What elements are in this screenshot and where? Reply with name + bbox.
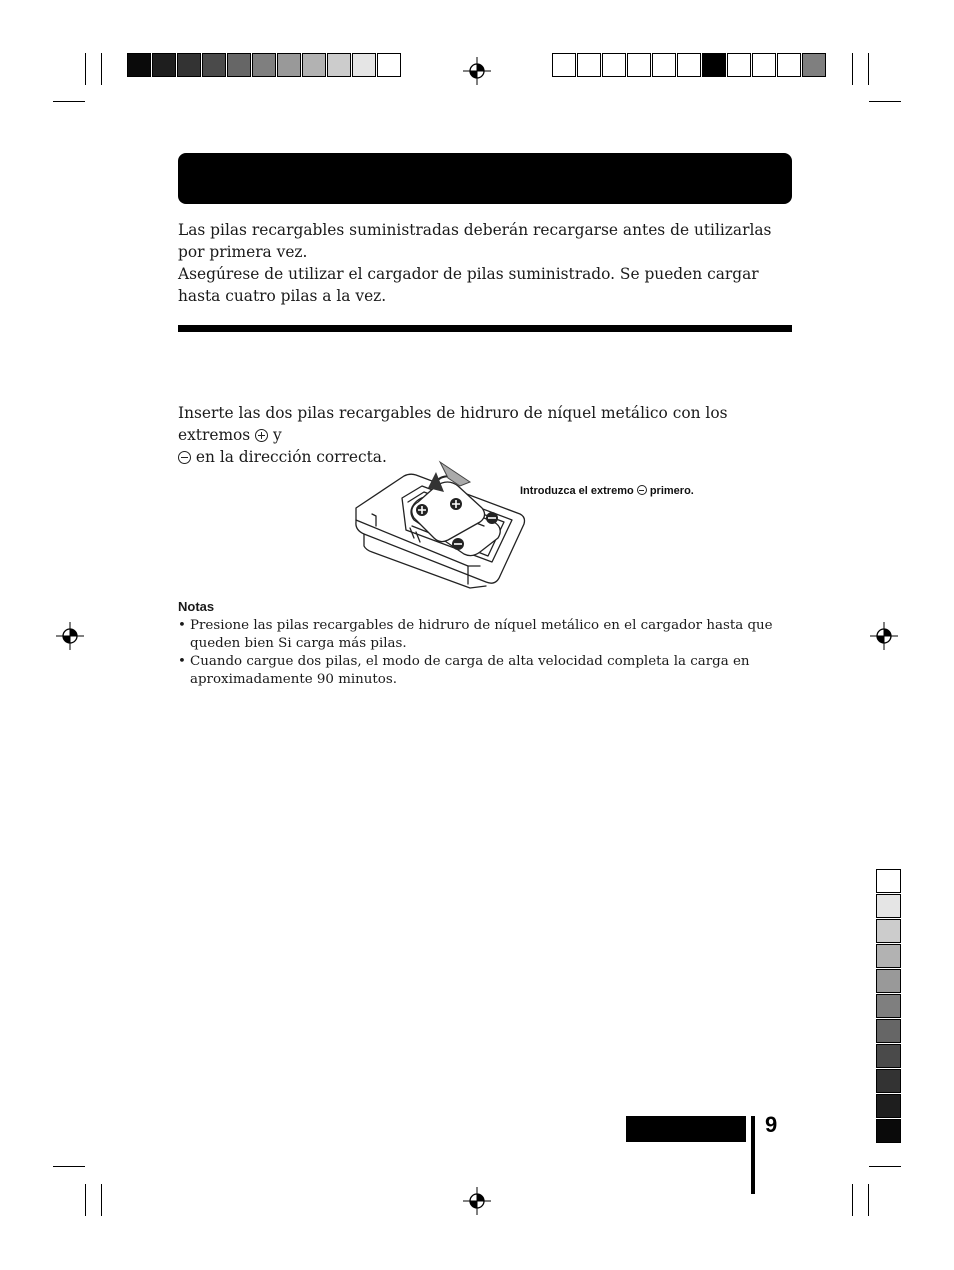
color-swatch [652, 53, 676, 77]
color-swatch [302, 53, 326, 77]
note-item: • Cuando cargue dos pilas, el modo de carga de alta velocidad completa la carga en aproximadamente 90 minutos. [178, 653, 778, 689]
subsection-rule [178, 325, 792, 332]
color-swatch [802, 53, 826, 77]
color-swatch [777, 53, 801, 77]
color-swatch [127, 53, 151, 77]
color-swatch [876, 919, 901, 943]
color-swatch [876, 1019, 901, 1043]
color-swatch [627, 53, 651, 77]
step-text-part3: en la dirección correcta. [195, 448, 387, 466]
figure-caption [520, 485, 694, 497]
step-text-part2: y [273, 426, 282, 444]
registration-mark-top [462, 56, 492, 86]
crop-mark [85, 53, 86, 85]
notes-title: Notas [178, 599, 215, 614]
figure-caption-part1: Introduzca el extremo [520, 485, 634, 497]
color-swatch [227, 53, 251, 77]
crop-mark [101, 1184, 102, 1216]
page-number: 9 [765, 1112, 778, 1137]
crop-mark [53, 1166, 85, 1167]
crop-mark [101, 53, 102, 85]
registration-mark-bottom [462, 1186, 492, 1216]
color-strip-right [552, 53, 827, 77]
figure-caption-part2: primero. [649, 485, 694, 497]
color-swatch [202, 53, 226, 77]
crop-mark [85, 1184, 86, 1216]
page-footer-tab [626, 1116, 746, 1142]
step-text-part1: Inserte las dos pilas recargables de hidruro de níquel metálico con los extremos [178, 404, 728, 444]
color-swatch [876, 969, 901, 993]
color-swatch [252, 53, 276, 77]
color-strip-left [127, 53, 402, 77]
color-swatch [602, 53, 626, 77]
battery-charger-illustration [352, 458, 528, 590]
color-swatch [876, 1069, 901, 1093]
color-swatch [327, 53, 351, 77]
section-title-bar [178, 153, 792, 204]
crop-mark [869, 1166, 901, 1167]
color-swatch [152, 53, 176, 77]
color-swatch [702, 53, 726, 77]
crop-mark [868, 1184, 869, 1216]
crop-mark [868, 53, 869, 85]
color-swatch [727, 53, 751, 77]
color-swatch [577, 53, 601, 77]
color-swatch [876, 994, 901, 1018]
color-swatch [552, 53, 576, 77]
registration-mark-right [869, 621, 899, 651]
color-strip-vertical [876, 869, 901, 1144]
color-swatch [752, 53, 776, 77]
notes-list [178, 617, 778, 689]
plus-terminal-icon [255, 429, 268, 442]
color-swatch [377, 53, 401, 77]
color-swatch [352, 53, 376, 77]
minus-terminal-icon [178, 451, 191, 464]
crop-mark [869, 101, 901, 102]
color-swatch [876, 1044, 901, 1068]
crop-mark [53, 101, 85, 102]
crop-mark [852, 1184, 853, 1216]
intro-paragraph-1: Las pilas recargables suministradas deberán recargarse antes de utilizarlas por primera vez. [178, 221, 772, 261]
color-swatch [177, 53, 201, 77]
minus-terminal-icon [637, 485, 647, 495]
color-swatch [876, 894, 901, 918]
registration-mark-left [55, 621, 85, 651]
color-swatch [876, 1094, 901, 1118]
crop-mark [852, 53, 853, 85]
color-swatch [876, 869, 901, 893]
note-item: • Presione las pilas recargables de hidruro de níquel metálico en el cargador hasta que queden bien Si carga más pilas. [178, 617, 778, 653]
intro-text [178, 219, 778, 307]
color-swatch [677, 53, 701, 77]
intro-paragraph-2: Asegúrese de utilizar el cargador de pilas suministrado. Se pueden cargar hasta cuatro pilas a la vez. [178, 265, 759, 305]
color-swatch [876, 1119, 901, 1143]
color-swatch [876, 944, 901, 968]
page-footer-bar [751, 1116, 755, 1194]
color-swatch [277, 53, 301, 77]
